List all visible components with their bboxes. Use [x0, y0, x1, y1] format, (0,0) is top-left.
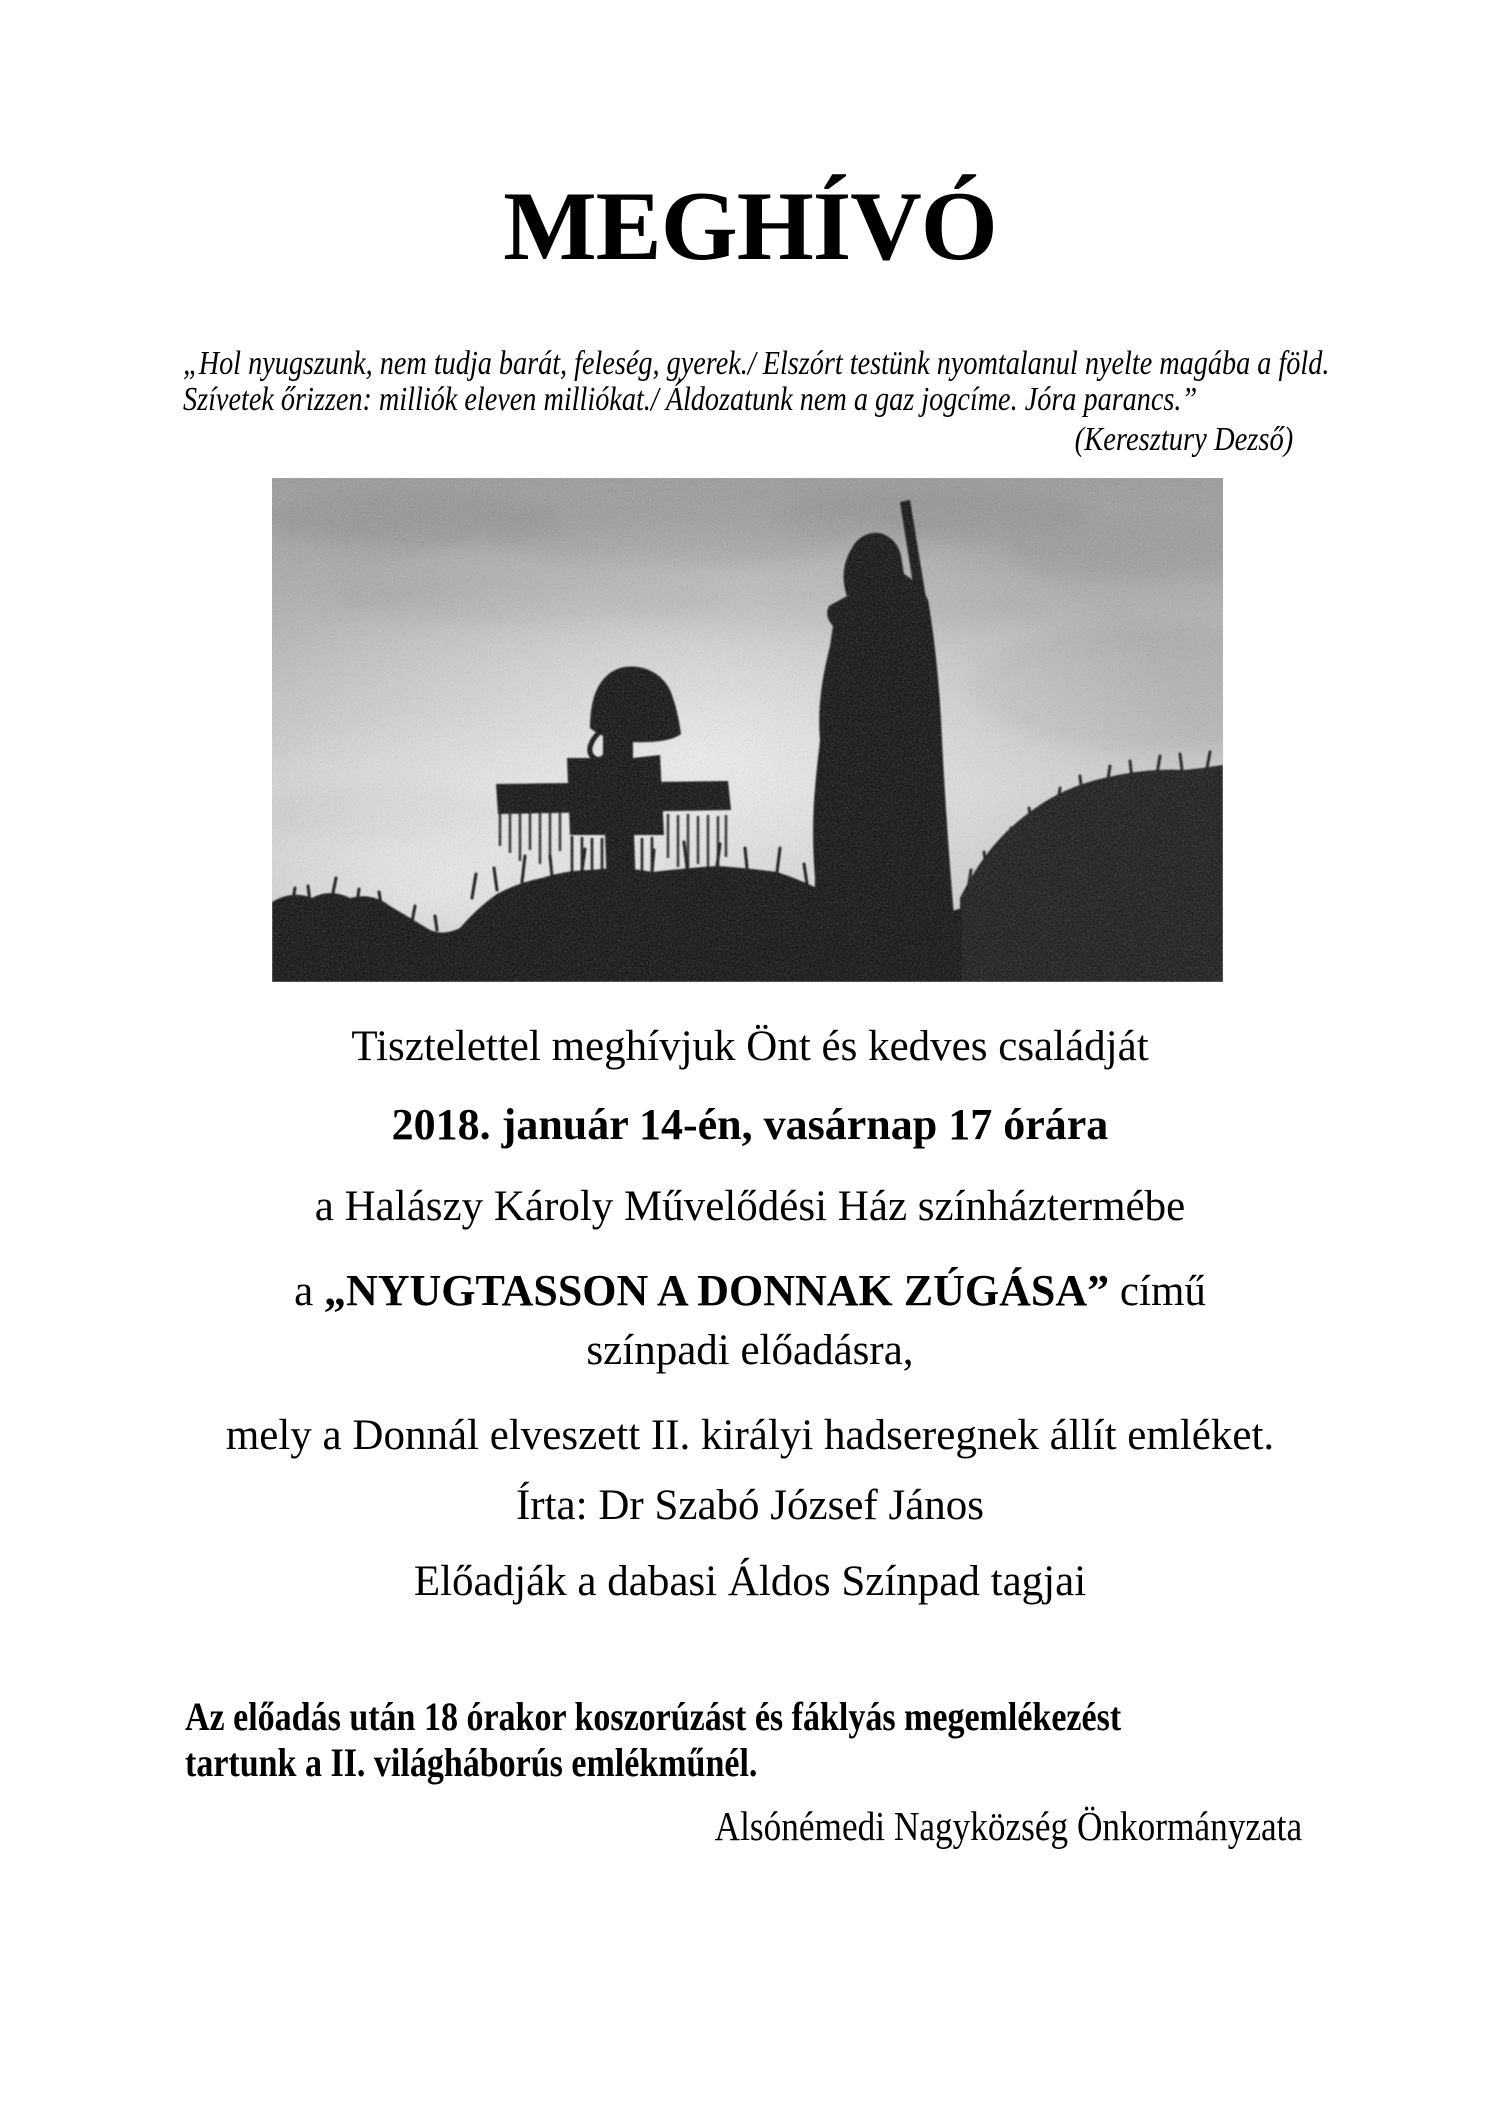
quote-line-1: „Hol nyugszunk, nem tudja barát, feleség, gyerek./ Elszórt testünk nyomtalanul nyelte magába a föld.: [183, 345, 1330, 382]
after-show-notice-line-2: tartunk a II. világháborús emlékműnél.: [185, 1740, 758, 1785]
play-author: Írta: Dr Szabó József János: [515, 1482, 985, 1529]
play-title-suffix: című: [1109, 1268, 1206, 1315]
event-venue: a Halászy Károly Művelődési Ház színháztermébe: [314, 1183, 1186, 1230]
play-title: „NYUGTASSON A DONNAK ZÚGÁSA”: [323, 1266, 1110, 1315]
quote-line-2: Szívetek őrizzen: milliók eleven milliókat./ Áldozatunk nem a gaz jogcíme. Jóra parancs.”: [183, 381, 1198, 418]
after-show-notice-line-1: Az előadás után 18 órakor koszorúzást és fáklyás megemlékezést: [185, 1694, 1122, 1739]
page-title: MEGHÍVÓ: [503, 172, 997, 281]
play-performers: Előadják a dabasi Áldos Színpad tagjai: [413, 1558, 1087, 1605]
play-dedication: mely a Donnál elveszett II. királyi hadseregnek állít emléket.: [225, 1412, 1275, 1459]
memorial-photo: [272, 478, 1223, 982]
invitation-intro: Tisztelettel meghívjuk Önt és kedves családját: [351, 1023, 1149, 1070]
soldier-cross-silhouette-graphic: [272, 478, 1223, 982]
play-title-prefix: a: [294, 1268, 324, 1315]
play-type: színpadi előadásra,: [586, 1327, 914, 1374]
play-title-line: [0, 1266, 1500, 1315]
organizer-signature: Alsónémedi Nagyközség Önkormányzata: [714, 1803, 1302, 1849]
event-datetime: 2018. január 14-én, vasárnap 17 órára: [391, 1100, 1109, 1149]
quote-attribution: (Keresztury Dezső): [1074, 421, 1293, 458]
